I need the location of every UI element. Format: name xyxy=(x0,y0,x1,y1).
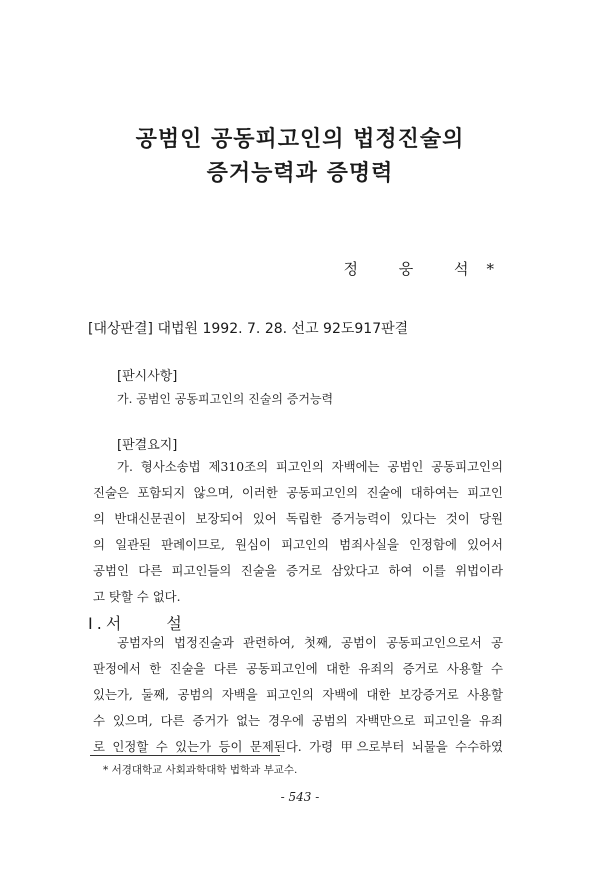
footnote: * 서경대학교 사회과학대학 법학과 부교수. xyxy=(103,764,298,776)
body-line: 있는가, 둘째, 공범의 자백을 피고인의 자백에 대한 보강증거로 사용할 xyxy=(93,687,503,702)
footnote-rule xyxy=(90,755,280,756)
title-line-2: 증거능력과 증명력 xyxy=(206,160,394,186)
holding-label: [판시사항] xyxy=(117,369,178,384)
summary-line: 공범인 다른 피고인들의 진술을 증거로 삼았다고 하여 이를 위법이라 xyxy=(93,563,503,578)
author-name: 정 웅 석* xyxy=(343,260,512,278)
summary-line: 고 탓할 수 없다. xyxy=(93,589,181,604)
summary-line: 의 반대신문권이 보장되어 있어 독립한 증거능력이 있다는 것이 당원 xyxy=(93,511,503,526)
holding-text: 가. 공범인 공동피고인의 진술의 증거능력 xyxy=(117,392,334,406)
page-number: - 543 - xyxy=(280,790,320,804)
section-number: Ⅰ. xyxy=(88,614,106,633)
title-line-1: 공범인 공동피고인의 법정진술의 xyxy=(135,126,465,152)
summary-paragraph xyxy=(93,454,503,610)
body-line: 수 있으며, 다른 증거가 없는 경우에 공범의 자백만으로 피고인을 유죄 xyxy=(93,713,503,728)
target-case: [대상판결] 대법원 1992. 7. 28. 선고 92도917판결 xyxy=(88,321,409,337)
summary-line: 진술은 포함되지 않으며, 이러한 공동피고인의 진술에 대하여는 피고인 xyxy=(93,485,503,500)
body-line: 공범자의 법정진술과 관련하여, 첫째, 공범이 공동피고인으로서 공 xyxy=(117,635,503,650)
body-line: 로 인정할 수 있는가 등이 문제된다. 가령 甲으로부터 뇌물을 수수하였 xyxy=(93,739,503,754)
section-paragraph xyxy=(93,630,503,760)
section-title: 서 설 xyxy=(105,614,202,633)
summary-label: [판결요지] xyxy=(117,438,178,453)
body-line: 판정에서 한 진술을 다른 공동피고인에 대한 유죄의 증거로 사용할 수 xyxy=(93,661,503,676)
summary-line: 가. 형사소송법 제310조의 피고인의 자백에는 공범인 공동피고인의 xyxy=(117,459,503,474)
summary-line: 의 일관된 판례이므로, 원심이 피고인의 범죄사실을 인정함에 있어서 xyxy=(93,537,503,552)
paper-title xyxy=(0,122,600,190)
